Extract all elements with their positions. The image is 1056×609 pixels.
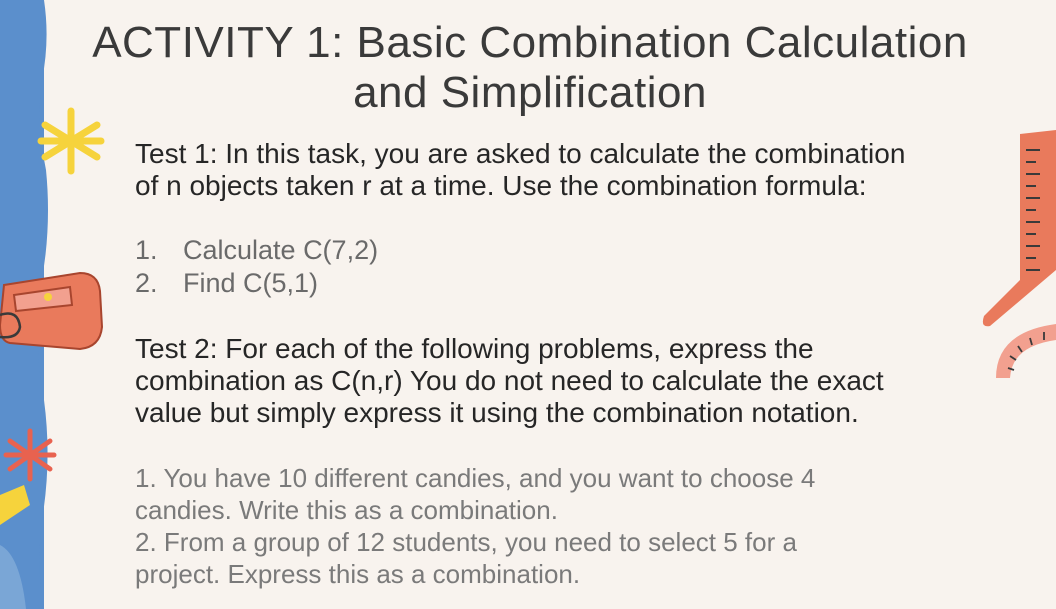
list-item: [135, 462, 955, 526]
list-item: [135, 526, 955, 590]
list-item-line-1: 1. You have 10 different candies, and you want to choose 4: [135, 463, 816, 493]
pencil-sharpener-icon: [0, 265, 105, 355]
test2-list: [135, 462, 955, 590]
ruler-icon: [980, 130, 1056, 330]
list-item-text: Calculate C(7,2): [183, 235, 379, 265]
list-item-number: 2.: [135, 268, 158, 298]
test1-heading: [135, 138, 975, 202]
test1-list: [135, 234, 955, 300]
list-item-text: Find C(5,1): [183, 268, 319, 298]
title-line-1: ACTIVITY 1: Basic Combination Calculation: [92, 18, 968, 67]
test2-heading-line-3: value but simply express it using the combination notation.: [135, 397, 859, 428]
list-item: [135, 234, 955, 267]
test2-heading: [135, 333, 975, 429]
list-item-number: 1.: [135, 235, 158, 265]
slide-title: [90, 18, 970, 118]
test2-heading-line-1: Test 2: For each of the following problems, express the: [135, 333, 814, 364]
list-item-line-2: project. Express this as a combination.: [135, 559, 581, 589]
list-item: [135, 267, 955, 300]
list-item-line-1: 2. From a group of 12 students, you need to select 5 for a: [135, 527, 797, 557]
asterisk-star-icon: [0, 425, 60, 485]
test2-heading-line-2: combination as C(n,r) You do not need to calculate the exact: [135, 365, 884, 396]
title-line-2: and Simplification: [353, 68, 707, 117]
list-item-line-2: candies. Write this as a combination.: [135, 495, 558, 525]
test1-heading-line-2: of n objects taken r at a time. Use the combination formula:: [135, 170, 867, 201]
protractor-icon: [988, 318, 1056, 386]
asterisk-star-icon: [35, 105, 107, 177]
decorative-shape-icon: [0, 485, 40, 609]
test1-heading-line-1: Test 1: In this task, you are asked to calculate the combination: [135, 138, 906, 169]
